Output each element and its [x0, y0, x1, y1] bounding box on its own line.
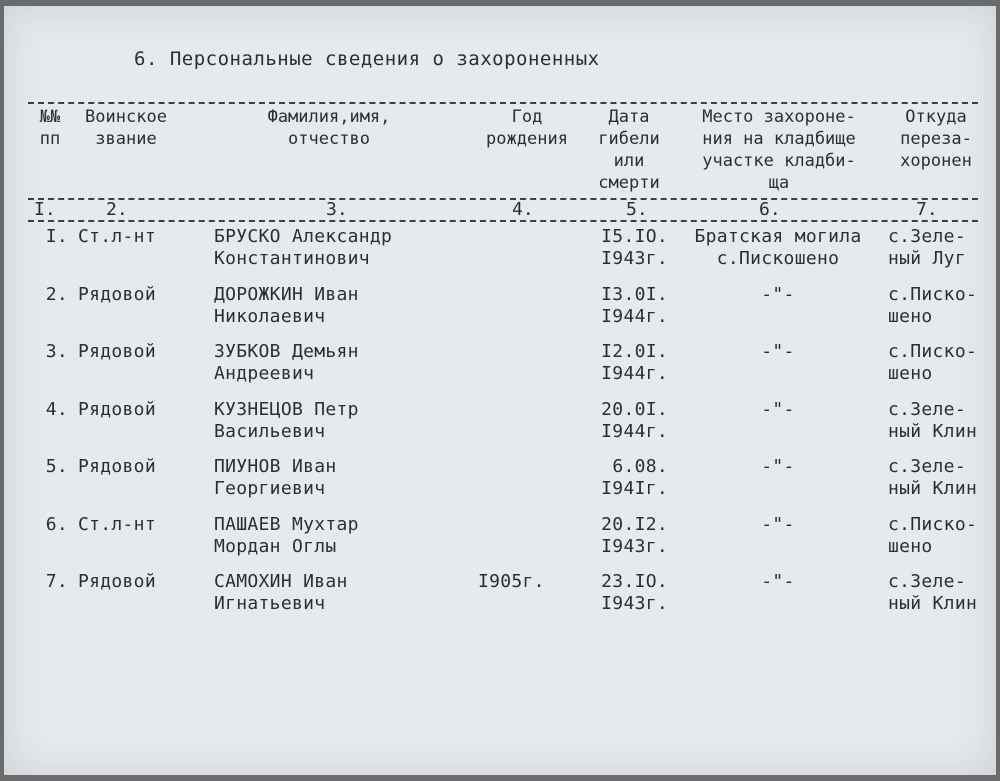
col-header-4: Год рождения [486, 107, 568, 149]
cell-number: 4. [45, 398, 68, 420]
cell-date-of-death: 20.I2. I943г. [601, 513, 668, 557]
cell-number: 2. [45, 283, 68, 305]
section-title: 6. Персональные сведения о захороненных [134, 48, 600, 70]
cell-name: ПИУНОВ Иван Георгиевич [214, 456, 337, 499]
cell-reburied-from: с.Писко- шено [888, 283, 978, 327]
cell-burial-place: -"- [761, 341, 795, 362]
col-number-5: 5. [626, 199, 648, 220]
cell-number: 5. [45, 456, 68, 477]
cell-reburied-from: с.Зеле- ный Клин [888, 398, 978, 442]
cell-burial-place: -"- [761, 398, 795, 420]
cell-reburied-from: с.Писко- шено [888, 341, 978, 384]
cell-burial-place: -"- [761, 513, 795, 535]
cell-number: I. [45, 226, 68, 247]
col-number-7: 7. [916, 199, 938, 220]
col-number-4: 4. [512, 199, 534, 220]
cell-date-of-death: I5.IO. I943г. [601, 226, 668, 269]
cell-burial-place: -"- [761, 571, 795, 592]
cell-number: 6. [45, 513, 68, 535]
cell-burial-place: -"- [761, 456, 795, 477]
cell-rank: Рядовой [78, 571, 156, 592]
col-header-6: Место захороне- ния на кладбище участке кладби- ща [702, 107, 856, 193]
cell-birth-year: I905г. [478, 571, 545, 592]
header-bottom-rule [28, 220, 978, 222]
col-header-2: Воинское звание [85, 107, 167, 149]
col-header-7: Откуда переза- хоронен [900, 107, 972, 171]
col-number-2: 2. [106, 199, 128, 220]
cell-name: САМОХИН Иван Игнатьевич [214, 571, 348, 614]
col-number-6: 6. [759, 199, 781, 220]
cell-rank: Ст.л-нт [78, 513, 156, 535]
cell-date-of-death: 6.08. I94Iг. [601, 456, 668, 499]
cell-rank: Рядовой [78, 456, 156, 477]
cell-reburied-from: с.Зеле- ный Клин [888, 571, 978, 614]
col-header-3: Фамилия,имя, отчество [267, 107, 391, 149]
cell-date-of-death: I3.0I. I944г. [601, 283, 668, 327]
cell-reburied-from: с.Писко- шено [888, 513, 978, 557]
document-sheet [4, 6, 996, 775]
cell-name: ПАШАЕВ Мухтар Мордан Оглы [214, 513, 359, 557]
cell-burial-place: Братская могила с.Пискошено [694, 226, 862, 269]
cell-rank: Ст.л-нт [78, 226, 156, 247]
cell-date-of-death: 20.0I. I944г. [601, 398, 668, 442]
cell-name: ЗУБКОВ Демьян Андреевич [214, 341, 359, 384]
col-header-1: №№ пп [39, 107, 61, 149]
col-number-1: I. [34, 199, 56, 220]
cell-number: 3. [45, 341, 68, 362]
header-top-rule [28, 102, 978, 104]
cell-rank: Рядовой [78, 398, 156, 420]
cell-name: КУЗНЕЦОВ Петр Васильевич [214, 398, 359, 442]
cell-rank: Рядовой [78, 341, 156, 362]
cell-name: БРУСКО Александр Константинович [214, 226, 393, 269]
cell-reburied-from: с.Зеле- ный Луг [888, 226, 966, 269]
col-number-3: 3. [326, 199, 348, 220]
col-header-5: Дата гибели или смерти [598, 107, 660, 193]
cell-reburied-from: с.Зеле- ный Клин [888, 456, 978, 499]
cell-rank: Рядовой [78, 283, 156, 305]
header-mid-rule [28, 198, 978, 200]
cell-burial-place: -"- [761, 283, 795, 305]
cell-date-of-death: I2.0I. I944г. [601, 341, 668, 384]
cell-number: 7. [45, 571, 68, 592]
cell-name: ДОРОЖКИН Иван Николаевич [214, 283, 359, 327]
cell-date-of-death: 23.IO. I943г. [601, 571, 668, 614]
